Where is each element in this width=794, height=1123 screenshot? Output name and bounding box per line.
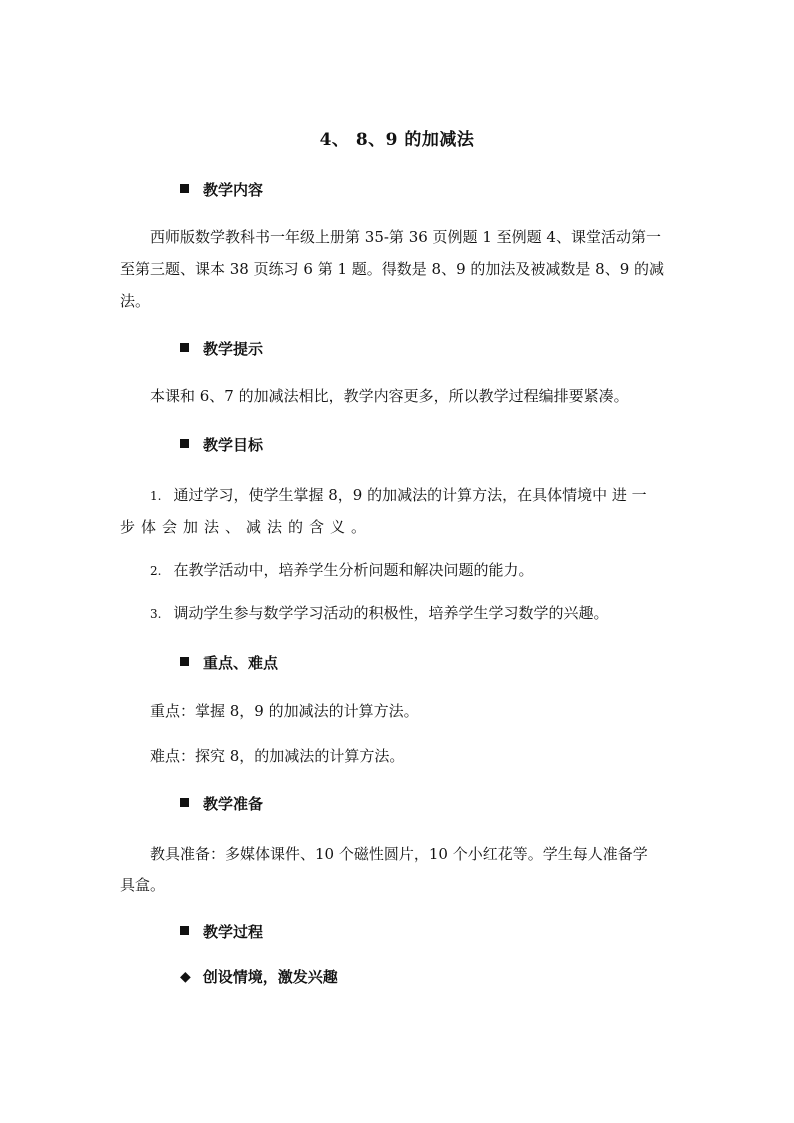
sub-heading-process: ◆ 创设情境，激发兴趣 [180,968,338,986]
section-heading-prep: 教学准备 [180,793,263,814]
section-heading-content: 教学内容 [180,179,263,200]
content-line-3: 法。 [120,292,151,310]
document-title: 4、 8、9 的加减法 [319,130,475,150]
section-heading-process: 教学过程 [180,921,263,942]
difficulty-point: 难点：探究 8，的加减法的计算方法。 [150,747,405,765]
prep-line-1: 教具准备：多媒体课件、10 个磁性圆片，10 个小红花等。学生每人准备学 [150,845,648,863]
hint-text: 本课和 6、7 的加减法相比，教学内容更多，所以教学过程编排要紧凑。 [150,387,629,405]
content-line-2: 至第三题、课本 38 页练习 6 第 1 题。得数是 8、9 的加法及被减数是 8、9 的减 [120,260,665,278]
square-bullet-icon [180,798,189,807]
square-bullet-icon [180,926,189,935]
section-heading-key: 重点、难点 [180,652,278,673]
key-point: 重点：掌握 8，9 的加减法的计算方法。 [150,702,419,720]
square-bullet-icon [180,439,189,448]
goal-item-3: 3. 调动学生参与数学学习活动的积极性，培养学生学习数学的兴趣。 [150,604,609,622]
goal-item-1-line-2: 步体会加法、减法的含义。 [120,518,373,536]
square-bullet-icon [180,343,189,352]
prep-line-2: 具盒。 [120,876,166,894]
square-bullet-icon [180,184,189,193]
section-heading-hint: 教学提示 [180,338,263,359]
goal-item-1-line-1: 1. 通过学习，使学生掌握 8，9 的加减法的计算方法，在具体情境中 进 一 [150,486,647,504]
content-line-1: 西师版数学教科书一年级上册第 35-第 36 页例题 1 至例题 4、课堂活动第一 [150,228,661,246]
diamond-bullet-icon: ◆ [180,969,191,985]
section-heading-goals: 教学目标 [180,434,263,455]
goal-item-2: 2. 在教学活动中，培养学生分析问题和解决问题的能力。 [150,561,534,579]
square-bullet-icon [180,657,189,666]
